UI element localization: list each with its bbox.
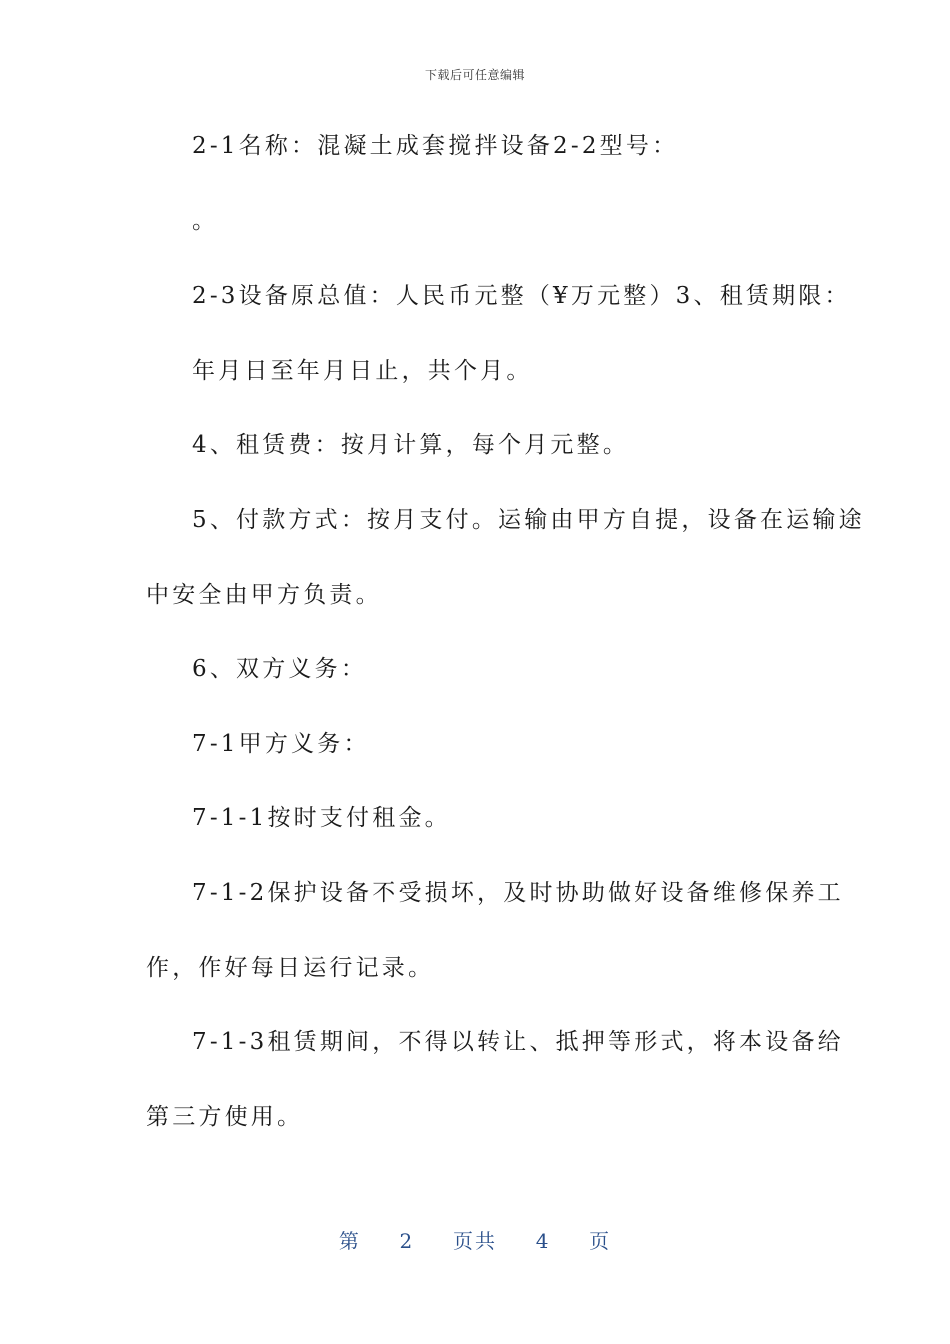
footer-middle: 页共 [453, 1229, 497, 1253]
paragraph-line: 7-1-3租赁期间，不得以转让、抵押等形式，将本设备给 [192, 1029, 844, 1055]
paragraph-line: 第三方使用。 [146, 1104, 304, 1130]
paragraph-line: 7-1-2保护设备不受损坏，及时协助做好设备维修保养工 [192, 880, 844, 906]
paragraph-line: 。 [192, 208, 219, 234]
paragraph-line: 7-1-1按时支付租金。 [192, 805, 451, 831]
paragraph-line: 2-3设备原总值：人民币元整（¥万元整）3、租赁期限： [192, 283, 851, 309]
footer-suffix: 页 [589, 1229, 612, 1253]
current-page-number: 2 [399, 1229, 415, 1253]
paragraph-line: 作，作好每日运行记录。 [146, 955, 435, 981]
footer-prefix: 第 [338, 1229, 361, 1253]
page-header: 下载后可任意编辑 [424, 68, 525, 82]
paragraph-line: 6、双方义务： [192, 656, 368, 682]
paragraph-line: 4、租赁费：按月计算，每个月元整。 [192, 432, 630, 458]
paragraph-line: 中安全由甲方负责。 [146, 582, 382, 608]
paragraph-line: 年月日至年月日止，共个月。 [192, 358, 533, 384]
total-pages-number: 4 [535, 1229, 551, 1253]
paragraph-line: 7-1甲方义务： [192, 731, 370, 757]
paragraph-line: 5、付款方式：按月支付。运输由甲方自提，设备在运输途 [192, 507, 865, 533]
page-footer [0, 1225, 950, 1254]
paragraph-line: 2-1名称：混凝土成套搅拌设备2-2型号： [192, 133, 679, 159]
